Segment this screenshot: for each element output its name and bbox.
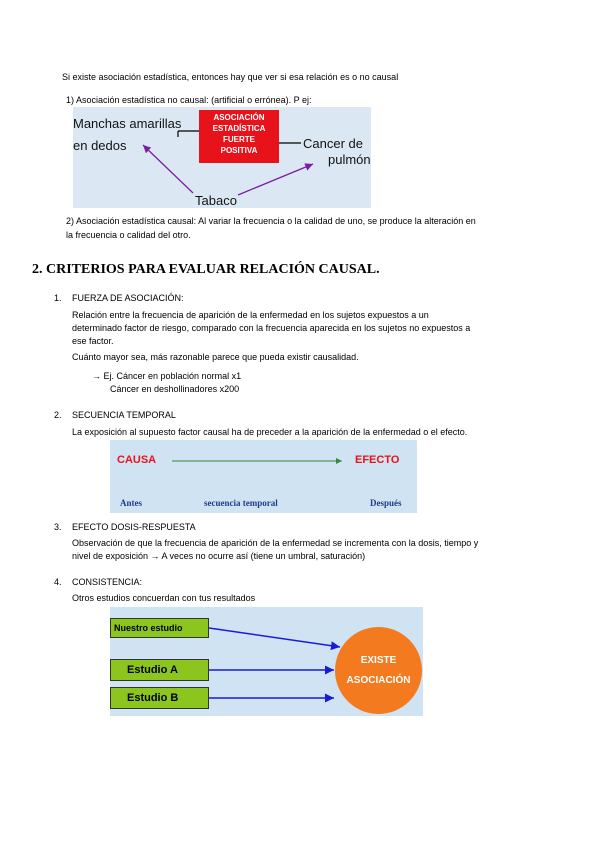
causa-label: CAUSA [117, 454, 157, 466]
efecto-label: EFECTO [355, 454, 400, 466]
secuencia-label: secuencia temporal [204, 498, 278, 508]
crit4-title: CONSISTENCIA: [72, 577, 143, 587]
diagram-non-causal-association [73, 107, 371, 208]
crit4-p1: Otros estudios concuerdan con tus resultados [72, 593, 256, 603]
box-line1: ASOCIACIÓN [213, 113, 265, 122]
arrow-to-cancer [238, 164, 313, 195]
box-line2: ESTADÍSTICA [212, 124, 266, 133]
item-causal-line1: 2) Asociación estadística causal: Al variar la frecuencia o la calidad de uno, se produce la alteración en [66, 216, 476, 226]
crit1-p1-line3: ese factor. [72, 336, 114, 346]
crit2-number: 2. [54, 410, 62, 420]
section-title: 2. CRITERIOS PARA EVALUAR RELACIÓN CAUSAL. [32, 262, 380, 277]
box-line3: FUERTE [223, 135, 255, 144]
arrow-nuestro [209, 628, 340, 647]
crit3-number: 3. [54, 522, 62, 532]
crit2-p1: La exposición al supuesto factor causal ha de preceder a la aparición de la enfermedad o el efecto. [72, 427, 468, 437]
crit3-p1-line1: Observación de que la frecuencia de aparición de la enfermedad se incrementa con la dosis, tiempo y [72, 538, 479, 548]
crit4-number: 4. [54, 577, 62, 587]
study-b-label: Estudio B [127, 692, 179, 704]
despues-label: Después [370, 498, 402, 508]
antes-label: Antes [120, 498, 142, 508]
crit1-title: FUERZA DE ASOCIACIÓN: [72, 293, 184, 303]
item-non-causal: 1) Asociación estadística no causal: (artificial o errónea). P ej: [66, 95, 312, 105]
left-label-line2: en dedos [73, 138, 127, 153]
right-label-line2: pulmón [328, 152, 371, 167]
crit1-p1-line1: Relación entre la frecuencia de aparición de la enfermedad en los sujetos expuestos a un [72, 310, 429, 320]
right-label-line1: Cancer de [303, 136, 363, 151]
crit1-example2: Cáncer en deshollinadores x200 [110, 384, 240, 394]
arrow-to-manchas [143, 145, 193, 193]
diagram-consistency [110, 607, 423, 716]
crit1-p1-line2: determinado factor de riesgo, comparado con la frecuencia aparecida en los sujetos no expuestos a [72, 323, 471, 333]
crit1-p2: Cuánto mayor sea, más razonable parece que pueda existir causalidad. [72, 352, 359, 362]
bottom-label: Tabaco [195, 193, 237, 208]
diagram-temporal-sequence [110, 440, 417, 513]
circle-line1: EXISTE [360, 654, 397, 666]
box-line4: POSITIVA [220, 146, 258, 155]
crit3-p1-line2: nivel de exposición → A veces no ocurre así (tiene un umbral, saturación) [72, 551, 366, 561]
intro-line: Si existe asociación estadística, entonces hay que ver si esa relación es o no causal [62, 72, 399, 82]
crit2-title: SECUENCIA TEMPORAL [72, 410, 176, 420]
study-a-label: Estudio A [127, 664, 178, 676]
left-label-line1: Manchas amarillas [73, 116, 182, 131]
circle-line2: ASOCIACIÓN [346, 674, 411, 686]
crit3-title: EFECTO DOSIS-RESPUESTA [72, 522, 196, 532]
crit1-example1: → Ej. Cáncer en población normal x1 [92, 371, 242, 381]
crit1-number: 1. [54, 293, 62, 303]
item-causal-line2: la frecuencia o calidad del otro. [66, 230, 191, 240]
existe-asociacion-circle [335, 627, 422, 714]
study-nuestro-label: Nuestro estudio [114, 623, 183, 633]
diagram1-connectors [73, 107, 371, 208]
